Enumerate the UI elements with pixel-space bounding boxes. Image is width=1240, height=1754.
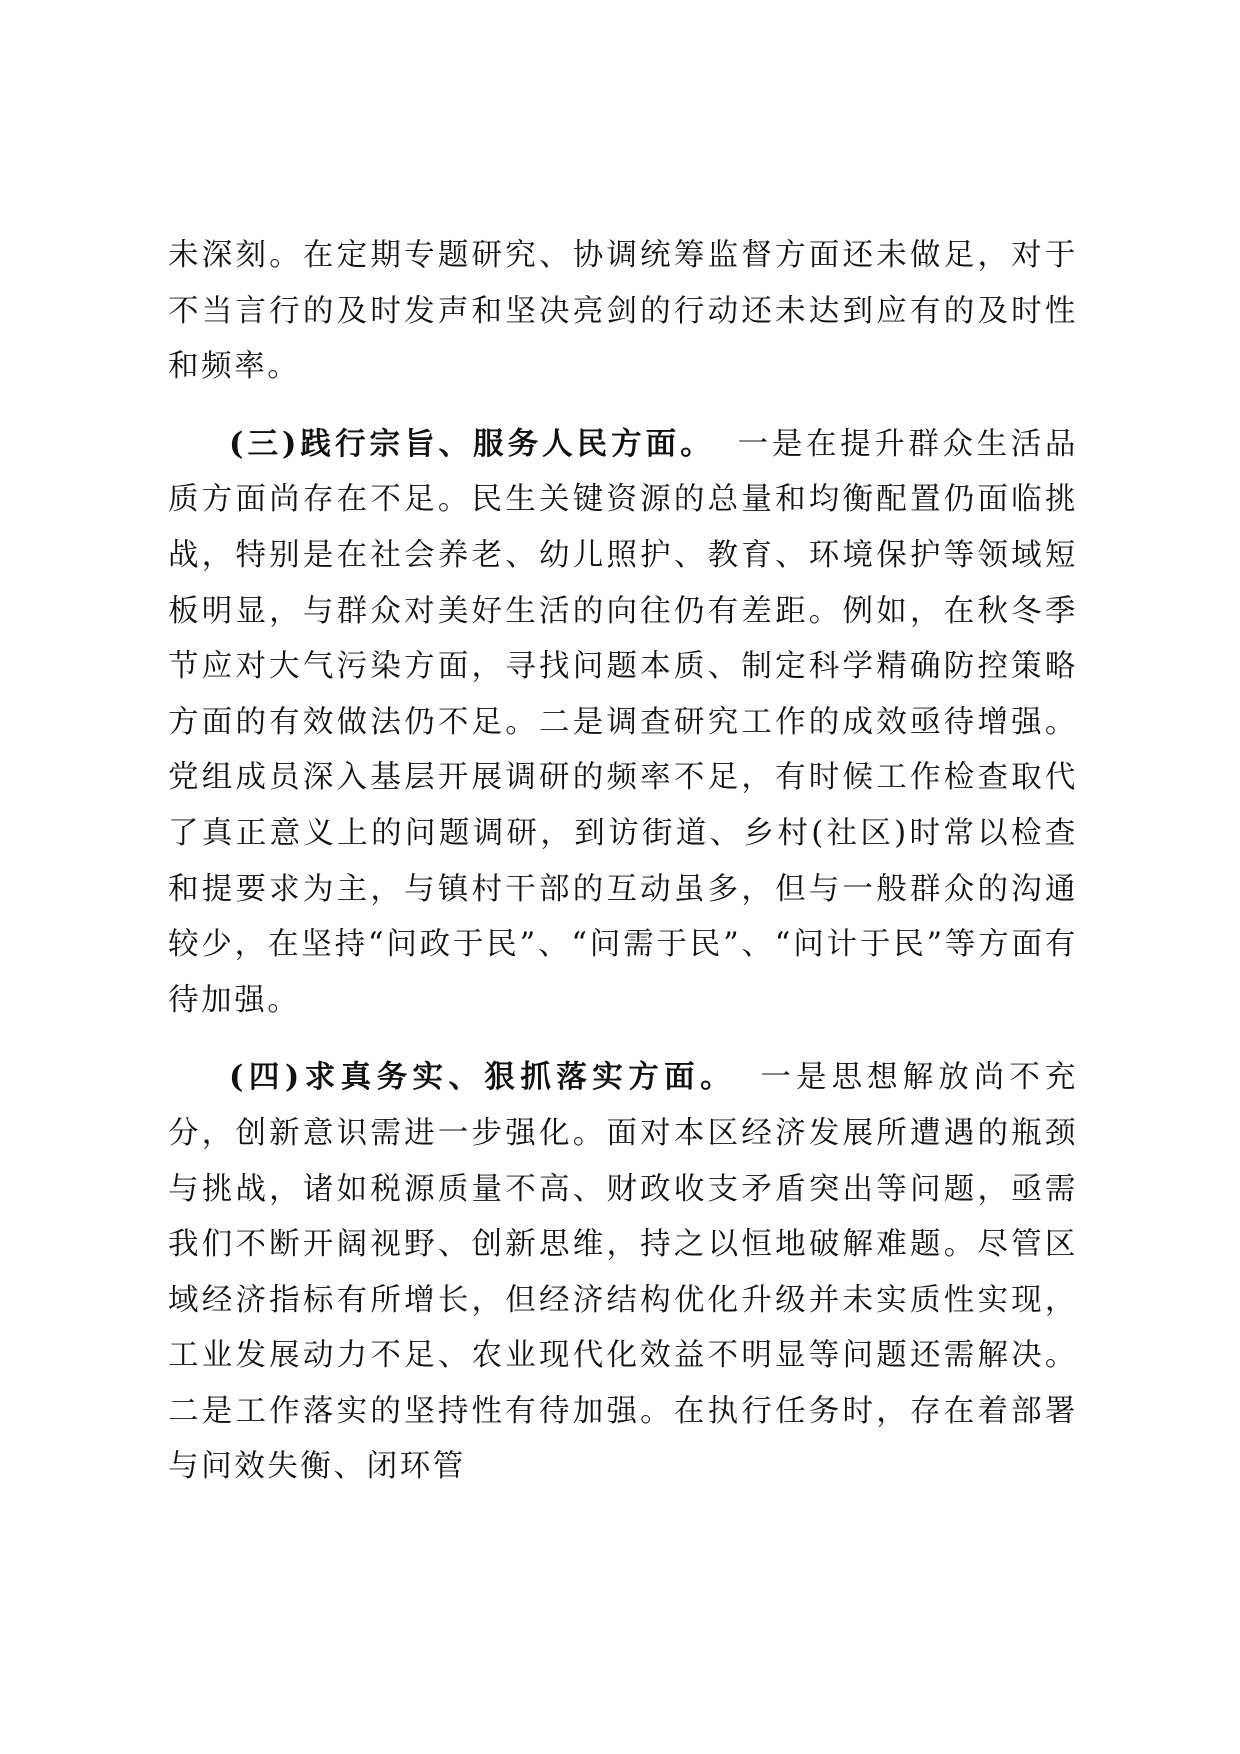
section-3-heading: (三)践行宗旨、服务人民方面。 [229,425,715,462]
section-3-paragraph [168,417,1078,1029]
paragraph-gap [168,395,1078,417]
paragraph-gap [168,1028,1078,1050]
document-body [168,228,1078,1495]
section-4-paragraph [168,1050,1078,1495]
section-3-body: 一是在提升群众生活品质方面尚存在不足。民生关键资源的总量和均衡配置仍面临挑战，特别是在社会养老、幼儿照护、教育、环境保护等领域短板明显，与群众对美好生活的向往仍有差距。例如，在秋冬季节应对大气污染方面，寻找问题本质、制定科学精确防控策略方面的有效做法仍不足。二是调查研究工作的成效亟待增强。党组成员深入基层开展调研的频率不足，有时候工作检查取代了真正意义上的问题调研，到访街道、乡村(社区)时常以检查和提要求为主，与镇村干部的互动虽多，但与一般群众的沟通较少，在坚持“问政于民”、“问需于民”、“问计于民”等方面有待加强。 [168,426,1078,1018]
paragraph-continued [168,228,1078,395]
section-4-heading: (四)求真务实、狠抓落实方面。 [229,1059,737,1096]
paragraph-continued-text: 未深刻。在定期专题研究、协调统筹监督方面还未做足，对于不当言行的及时发声和坚决亮剑的行动还未达到应有的及时性和频率。 [168,238,1078,385]
section-4-body: 一是思想解放尚不充分，创新意识需进一步强化。面对本区经济发展所遭遇的瓶颈与挑战，诸如税源质量不高、财政收支矛盾突出等问题，亟需我们不断开阔视野、创新思维，持之以恒地破解难题。尽管区域经济指标有所增长，但经济结构优化升级并未实质性实现，工业发展动力不足、农业现代化效益不明显等问题还需解决。二是工作落实的坚持性有待加强。在执行任务时，存在着部署与问效失衡、闭环管 [168,1060,1078,1485]
